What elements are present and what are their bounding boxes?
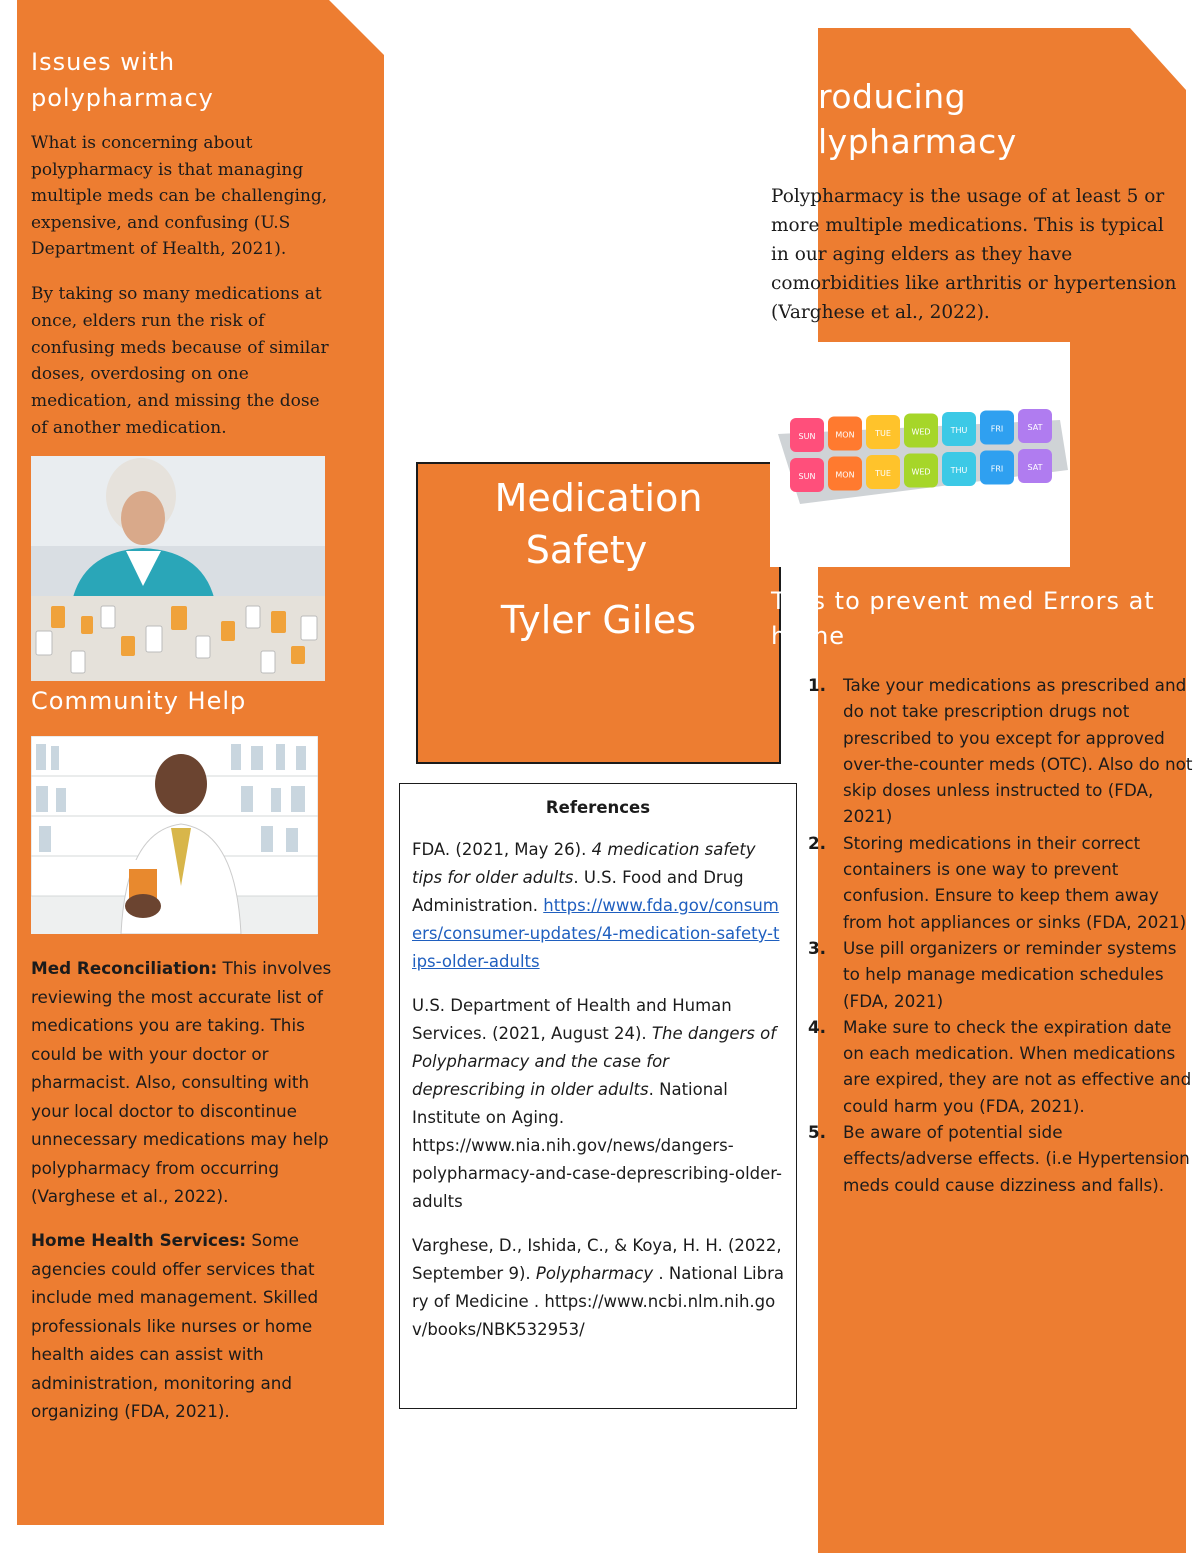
pharmacist-photo xyxy=(31,736,318,934)
tip-text: Take your medications as prescribed and do not take prescription drugs not prescribed to you except for approved over-the-counter meds (OTC). Also do not skip doses unless instructed to (FDA, 2021) xyxy=(843,675,1193,827)
introducing-heading-line-1: roducing xyxy=(818,77,967,116)
tip-item xyxy=(808,1014,1193,1119)
reference-varghese xyxy=(412,1232,784,1344)
ref3-suffix: . National Library of Medicine . https://www.ncbi.nlm.nih.gov/books/NBK532953/ xyxy=(412,1264,785,1339)
tip-item xyxy=(808,1119,1193,1198)
reference-hhs xyxy=(412,992,784,1216)
ref3-prefix: Varghese, D., Ishida, C., & Koya, H. H. (2022, September 9). xyxy=(412,1236,782,1283)
references-heading: References xyxy=(545,798,651,817)
author-name: Tyler Giles xyxy=(500,598,697,642)
ref2-prefix: U.S. Department of Health and Human Services. (2021, August 24). xyxy=(412,996,732,1043)
home-health-label: Home Health Services: xyxy=(31,1230,247,1250)
community-help-heading: Community Help xyxy=(31,687,247,715)
introducing-heading-line-2: lypharmacy xyxy=(818,122,1017,161)
home-health-text: Some agencies could offer services that include med management. Skilled professionals like nurses or home health aides can assist with administration, monitoring and organizing (FDA, 2021). xyxy=(31,1230,319,1421)
pill-day-label: SUN xyxy=(798,472,816,481)
ref3-title: Polypharmacy xyxy=(535,1264,654,1283)
issues-paragraph-2: By taking so many medications at once, elders run the risk of confusing meds because of similar doses, overdosing on one medication, and missing the dose of another medication. xyxy=(31,284,329,438)
pill-day-label: SUN xyxy=(798,432,816,441)
pill-day-label: WED xyxy=(911,467,931,477)
pill-day-label: FRI xyxy=(990,464,1004,474)
tip-number: 2. xyxy=(808,832,827,853)
pill-day-label: WED xyxy=(911,427,931,437)
title-line-1: Medication xyxy=(494,476,703,520)
pill-day-label: SAT xyxy=(1027,423,1043,432)
pill-day-label: FRI xyxy=(990,424,1004,434)
med-reconciliation-paragraph xyxy=(31,954,341,1211)
tip-item xyxy=(808,672,1193,830)
med-reconciliation-label: Med Reconciliation: xyxy=(31,958,218,978)
ref1-title: 4 medication safety tips for older adults xyxy=(412,840,756,887)
pill-day-label: THU xyxy=(950,466,968,475)
pill-day-label: TUE xyxy=(875,429,891,438)
pill-day-label: TUE xyxy=(875,469,891,478)
pill-day-label: SAT xyxy=(1027,463,1043,472)
tip-item xyxy=(808,830,1193,935)
ref1-suffix: . U.S. Food and Drug Administration. xyxy=(412,868,744,915)
title-line-2: Safety xyxy=(525,528,648,572)
references-box xyxy=(399,783,797,1409)
title-box xyxy=(416,462,781,764)
tip-text: Be aware of potential side effects/adverse effects. (i.e Hypertension meds could cause dizziness and falls). xyxy=(843,1122,1190,1195)
tips-list xyxy=(808,672,1193,1198)
ref2-title: The dangers of Polypharmacy and the case for deprescribing in older adults xyxy=(412,1024,777,1099)
tip-number: 4. xyxy=(808,1016,827,1037)
ref2-suffix: . National Institute on Aging. https://www.nia.nih.gov/news/dangers-polypharmacy-and-case-deprescribing-older-adults xyxy=(412,1080,782,1211)
med-reconciliation-text: This involves reviewing the most accurate list of medications you are taking. This could be with your doctor or pharmacist. Also, consulting with your local doctor to discontinue unnecessary medications may help polypharmacy from occurring (Varghese et al., 2022). xyxy=(31,958,332,1206)
pill-day-label: THU xyxy=(950,426,968,435)
tip-text: Storing medications in their correct containers is one way to prevent confusion. Ensure to keep them away from hot appliances or sinks (FDA, 2021) xyxy=(843,832,1187,932)
tip-number: 5. xyxy=(808,1122,827,1143)
tip-text: Make sure to check the expiration date on each medication. When medications are expired, they are not as effective and could harm you (FDA, 2021). xyxy=(843,1016,1192,1116)
pill-day-label: MON xyxy=(835,430,855,440)
pill-organizer-photo xyxy=(770,342,1070,567)
ref1-prefix: FDA. (2021, May 26). xyxy=(412,840,592,859)
tips-heading-line-1: T s to prevent med Errors at xyxy=(771,587,1155,615)
issues-paragraph-1: What is concerning about polypharmacy is that managing multiple meds can be challenging, expensive, and confusing (U.S Department of Health, 2021). xyxy=(31,133,328,259)
tip-item xyxy=(808,935,1193,1014)
elderly-woman-pills-photo xyxy=(31,456,325,681)
tip-text: Use pill organizers or reminder systems to help manage medication schedules (FDA, 2021) xyxy=(843,937,1177,1011)
ref1-link[interactable]: https://www.fda.gov/consumers/consumer-updates/4-medication-safety-tips-older-adults xyxy=(412,896,780,971)
home-health-paragraph xyxy=(31,1226,341,1426)
tips-heading-line-2: h ne xyxy=(771,622,846,650)
issues-heading: Issues with polypharmacy xyxy=(31,48,214,112)
tip-number: 1. xyxy=(808,675,827,695)
reference-fda xyxy=(412,836,784,976)
pill-day-label: MON xyxy=(835,470,855,480)
introduction-paragraph: Polypharmacy is the usage of at least 5 or more multiple medications. This is typical in our aging elders as they have comorbidities like arthritis or hypertension (Varghese et al., 2022). xyxy=(771,186,1177,323)
tip-number: 3. xyxy=(808,937,827,958)
